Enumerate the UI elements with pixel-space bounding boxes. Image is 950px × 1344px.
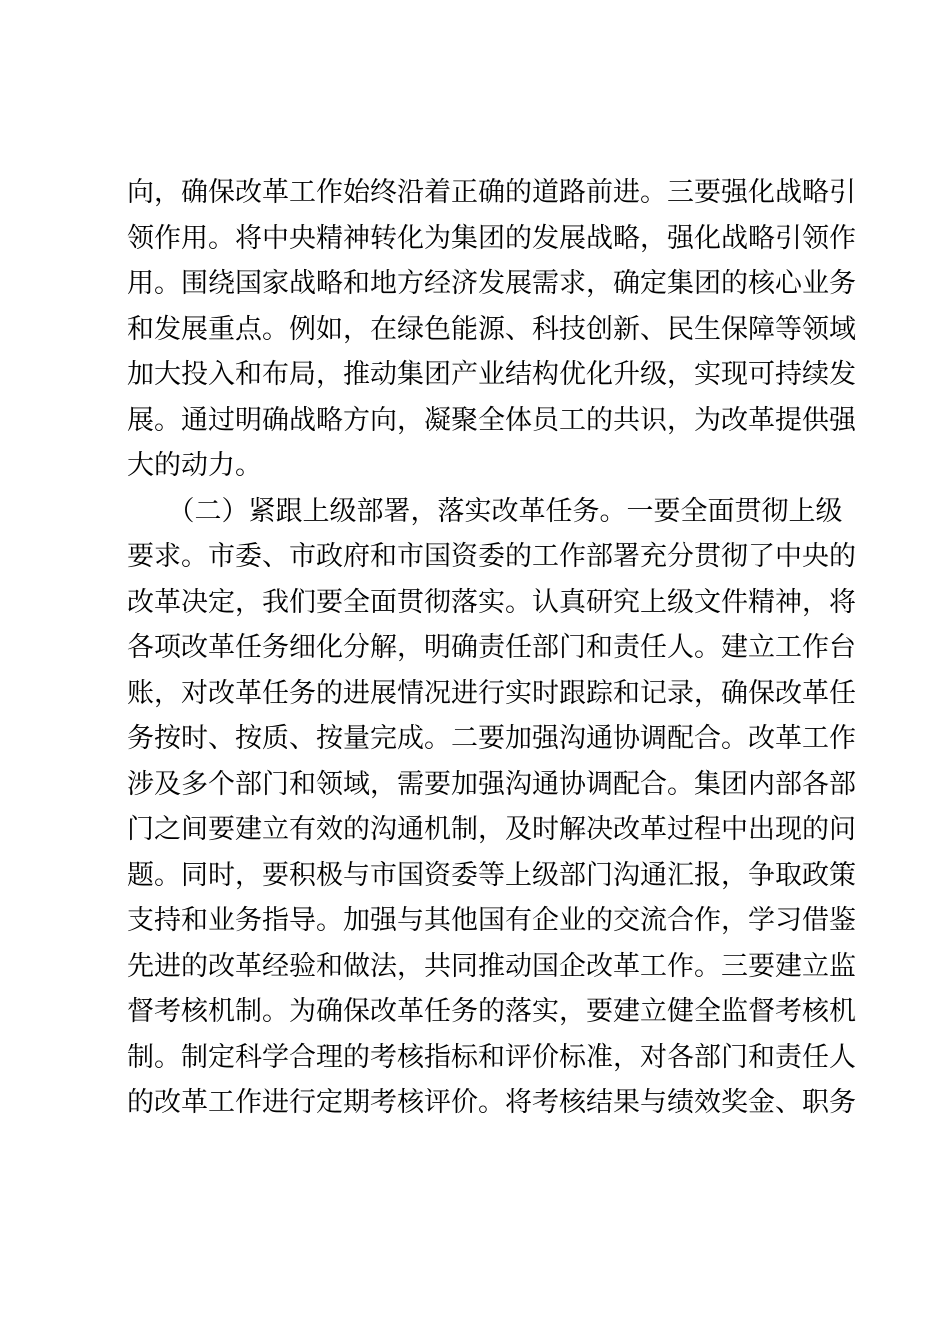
text-line: 账，对改革任务的进展情况进行实时跟踪和记录，确保改革任: [127, 677, 856, 709]
text-line: 用。围绕国家战略和地方经济发展需求，确定集团的核心业务: [127, 268, 856, 299]
text-line: 督考核机制。为确保改革任务的落实，要建立健全监督考核机: [127, 996, 856, 1027]
text-line: 务按时、按质、按量完成。二要加强沟通协调配合。改革工作: [127, 723, 856, 754]
text-line: 各项改革任务细化分解，明确责任部门和责任人。建立工作台: [127, 632, 856, 663]
body-text: [127, 170, 856, 1126]
text-line: 涉及多个部门和领域，需要加强沟通协调配合。集团内部各部: [127, 768, 856, 800]
text-line: 展。通过明确战略方向，凝聚全体员工的共识，为改革提供强: [127, 404, 856, 436]
text-line: 领作用。将中央精神转化为集团的发展战略，强化战略引领作: [127, 222, 856, 254]
text-line: 题。同时，要积极与市国资委等上级部门沟通汇报，争取政策: [127, 859, 856, 891]
text-line: 向，确保改革工作始终沿着正确的道路前进。三要强化战略引: [127, 177, 856, 208]
text-line: 改革决定，我们要全面贯彻落实。认真研究上级文件精神，将: [127, 586, 856, 618]
text-line: 加大投入和布局，推动集团产业结构优化升级，实现可持续发: [127, 359, 856, 390]
text-line: 的改革工作进行定期考核评价。将考核结果与绩效奖金、职务: [127, 1087, 856, 1118]
text-line: （二）紧跟上级部署，落实改革任务。一要全面贯彻上级: [127, 495, 843, 527]
text-line: 门之间要建立有效的沟通机制，及时解决改革过程中出现的问: [127, 814, 856, 845]
text-line: 先进的改革经验和做法，共同推动国企改革工作。三要建立监: [127, 950, 856, 982]
text-line: 要求。市委、市政府和市国资委的工作部署充分贯彻了中央的: [127, 541, 856, 572]
text-line: 制。制定科学合理的考核指标和评价标准，对各部门和责任人: [127, 1041, 856, 1073]
text-line: 大的动力。: [127, 450, 262, 481]
text-line: 支持和业务指导。加强与其他国有企业的交流合作，学习借鉴: [127, 905, 856, 936]
text-line: 和发展重点。例如，在绿色能源、科技创新、民生保障等领域: [127, 313, 856, 345]
